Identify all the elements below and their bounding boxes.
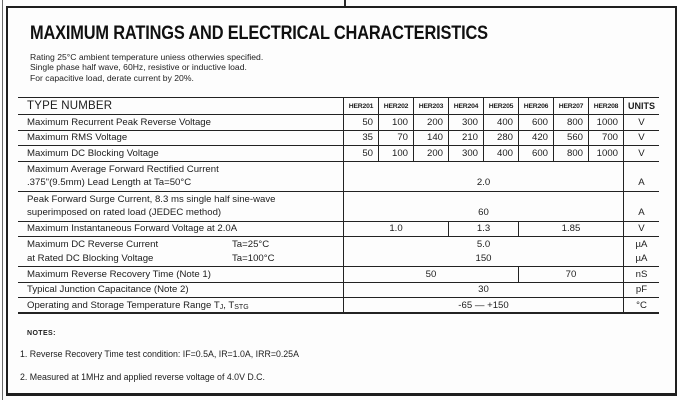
table-row <box>18 115 659 131</box>
table-row <box>18 298 659 314</box>
table-row <box>18 162 659 192</box>
condition-line: For capacitive load, derate current by 20%. <box>30 72 194 83</box>
table-row <box>18 222 659 238</box>
unit-cell: pF <box>623 283 659 298</box>
column-header: HER203 <box>413 98 448 114</box>
value-cell: 30 <box>343 283 623 298</box>
condition-line: Single phase half wave, 60Hz, resistive or inductive load. <box>30 62 247 73</box>
unit-cell: V <box>623 115 659 130</box>
value-cell: 1000 <box>588 146 623 161</box>
value-cell: 140 <box>413 131 448 146</box>
row-label: Maximum Recurrent Peak Reverse Voltage <box>27 116 211 128</box>
column-header: HER204 <box>448 98 483 114</box>
value-cell: 70 <box>518 267 623 282</box>
row-label-line2: .375"(9.5mm) Lead Length at Ta=50°C <box>27 177 192 188</box>
column-header: HER202 <box>378 98 413 114</box>
value-cell: 600 <box>518 115 553 130</box>
row-label: Maximum RMS Voltage <box>27 132 128 144</box>
row-label: Maximum Instantaneous Forward Voltage at 2.0A <box>27 223 238 235</box>
row-label: Operating and Storage Temperature Range TJ, TSTG <box>27 299 249 311</box>
note-item: 1. Reverse Recovery Time test condition: IF=0.5A, IR=1.0A, IRR=0.25A <box>20 349 299 359</box>
column-header: HER205 <box>483 98 518 114</box>
column-header: HER206 <box>518 98 553 114</box>
column-header: HER207 <box>553 98 588 114</box>
value-cell: 210 <box>448 131 483 146</box>
unit-cell: V <box>623 222 659 237</box>
value-cell: 200 <box>413 146 448 161</box>
value-cell: 1.0 <box>343 222 448 237</box>
table-header-row <box>18 98 659 115</box>
row-label <box>18 237 343 266</box>
subscript-stg: STG <box>234 304 249 311</box>
value-cell: -65 — +150 <box>343 298 623 312</box>
value-cell: 400 <box>483 115 518 130</box>
row-label: Maximum DC Blocking Voltage <box>27 147 159 159</box>
unit-cell: A <box>623 162 659 191</box>
value-cell: 1.3 <box>448 222 518 237</box>
page-left-border <box>2 0 3 400</box>
value-line1: 5.0 <box>476 238 491 250</box>
value-cell: 420 <box>518 131 553 146</box>
row-label-line2: superimposed on rated load (JEDEC method) <box>27 207 222 218</box>
value-cell: 35 <box>343 131 378 146</box>
unit-line1: µA <box>635 238 648 250</box>
value-cell: 800 <box>553 146 588 161</box>
rating-conditions <box>30 52 263 83</box>
row-label <box>18 192 343 221</box>
table-row <box>18 237 659 267</box>
unit-cell: °C <box>623 298 659 312</box>
row-label-line2: at Rated DC Blocking Voltage Ta=100°C <box>27 252 275 264</box>
unit-line2: µA <box>635 252 648 264</box>
value-cell: 1000 <box>588 115 623 130</box>
table-row <box>18 146 659 162</box>
units-header: UNITS <box>623 98 659 114</box>
row-label: Maximum Reverse Recovery Time (Note 1) <box>27 268 211 280</box>
row-label-line1: Peak Forward Surge Current, 8.3 ms single half sine-wave <box>27 193 276 205</box>
ratings-table <box>18 97 659 314</box>
condition-line: Rating 25°C ambient temperature uniess otherwies specified. <box>30 52 264 62</box>
note-item: 2. Measured at 1MHz and applied reverse voltage of 4.0V D.C. <box>20 372 265 382</box>
table-row <box>18 267 659 283</box>
value-cell <box>343 237 623 266</box>
value-cell: 70 <box>378 131 413 146</box>
value-cell: 300 <box>448 115 483 130</box>
section-title: MAXIMUM RATINGS AND ELECTRICAL CHARACTERISTICS <box>30 22 488 44</box>
row-label-line1: Maximum Average Forward Rectified Current <box>27 163 219 175</box>
value-cell: 560 <box>553 131 588 146</box>
subscript-j: J <box>219 304 224 311</box>
value-cell: 800 <box>553 115 588 130</box>
value-cell: 2.0 <box>343 162 623 191</box>
table-row <box>18 192 659 222</box>
test-condition: Ta=100°C <box>232 252 275 264</box>
table-row <box>18 131 659 147</box>
value-line2: 150 <box>475 252 492 264</box>
row-label <box>18 162 343 191</box>
type-number-header: TYPE NUMBER <box>27 100 113 112</box>
value-cell: 280 <box>483 131 518 146</box>
value-cell: 1.85 <box>518 222 623 237</box>
unit-cell: A <box>623 192 659 221</box>
value-cell: 50 <box>343 115 378 130</box>
value-cell: 50 <box>343 267 518 282</box>
value-cell: 100 <box>378 146 413 161</box>
column-header: HER208 <box>588 98 623 114</box>
column-header: HER201 <box>343 98 378 114</box>
value-cell: 50 <box>343 146 378 161</box>
row-label-line1: Maximum DC Reverse Current Ta=25°C <box>27 239 270 250</box>
value-cell: 300 <box>448 146 483 161</box>
unit-cell <box>623 237 659 266</box>
value-cell: 100 <box>378 115 413 130</box>
value-cell: 200 <box>413 115 448 130</box>
unit-cell: nS <box>623 267 659 282</box>
test-condition: Ta=25°C <box>232 239 270 250</box>
row-label: Typical Junction Capacitance (Note 2) <box>27 284 189 296</box>
unit-cell: V <box>623 131 659 146</box>
unit-cell: V <box>623 146 659 161</box>
table-row <box>18 283 659 299</box>
value-cell: 400 <box>483 146 518 161</box>
notes-heading: NOTES: <box>27 330 56 337</box>
value-cell: 600 <box>518 146 553 161</box>
value-cell: 700 <box>588 131 623 146</box>
value-cell: 60 <box>343 192 623 221</box>
